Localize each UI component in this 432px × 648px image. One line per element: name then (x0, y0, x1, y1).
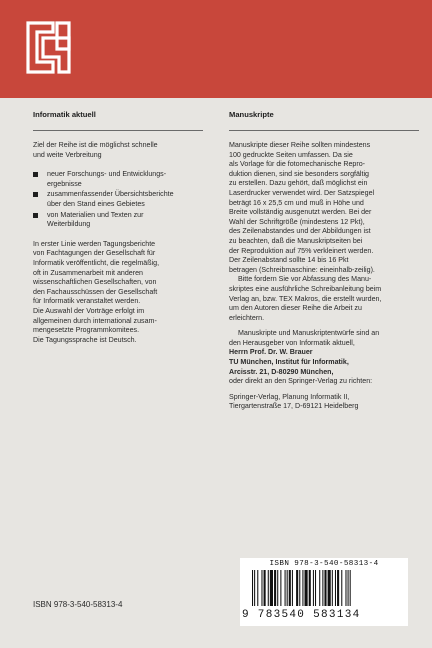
barcode-bar (287, 570, 288, 606)
barcode-isbn-label: ISBN 978-3-540-58313-4 (269, 560, 379, 568)
barcode-bar (345, 570, 346, 606)
barcode (240, 558, 408, 626)
barcode-bar (309, 570, 311, 606)
barcode-bar (305, 570, 308, 606)
cover-banner (0, 0, 432, 98)
barcode-bar (313, 570, 314, 606)
barcode-bar (289, 570, 291, 606)
square-bullet-icon (33, 213, 38, 218)
barcode-bar (264, 570, 266, 606)
barcode-bar (277, 570, 278, 606)
barcode-digits: 9 783540 583134 (242, 609, 361, 621)
barcode-bar (274, 570, 276, 606)
manuscript-guidelines: Bitte fordern Sie vor Abfassung des Manu- skriptes eine ausführliche Schreibanleitung beim Verlag an, bzw. TEX Makros, die erstellt wurden, um den Autoren dieser Reihe die Arbeit zu erleichtern. (229, 275, 382, 322)
publisher-logo-icon (23, 15, 73, 79)
right-column (229, 110, 419, 412)
square-bullet-icon (33, 192, 38, 197)
barcode-bar (268, 570, 269, 606)
barcode-bar (252, 570, 253, 606)
barcode-bar (292, 570, 293, 606)
manuscript-requirements: Manuskripte dieser Reihe sollten mindestens 100 gedruckte Seiten umfassen. Da sie als Vorlage für die fotomechanische Repro- duktion dienen, sind sie besonders sorgfältig zu erstellen. Dazu gehört, daß möglichst ein Laserdrucker verwendet wird. Der Satzspiegel beträgt 16 x 25,5 cm und muß in Höhe und Breite vollständig ausgenutzt werden. Bei der Wahl der Schriftgröße (mindestens 12 Pkt), des Zeilenabstandes und der Abbildungen ist zu beachten, daß die Manuskriptseiten bei der Reproduktion auf 75% verkleinert werden. Der Zeilenabstand sollte 14 bis 16 Pkt betragen (Schreibmaschine: eineinhalb-zeilig). (229, 141, 375, 274)
barcode-bar (296, 570, 298, 606)
square-bullet-icon (33, 172, 38, 177)
barcode-bars (250, 570, 400, 606)
isbn-text: ISBN 978-3-540-58313-4 (33, 600, 123, 609)
barcode-bar (350, 570, 351, 606)
divider (33, 130, 203, 131)
barcode-bar (315, 570, 316, 606)
barcode-bar (261, 570, 262, 606)
series-goals-list (33, 170, 203, 230)
barcode-bar (337, 570, 339, 606)
barcode-bar (254, 570, 255, 606)
left-column (33, 110, 203, 345)
publisher-address: Springer-Verlag, Planung Informatik II, Tiergartenstraße 17, D-69121 Heidelberg (229, 392, 359, 411)
barcode-bar (299, 570, 300, 606)
barcode-bar (302, 570, 303, 606)
barcode-bar (257, 570, 258, 606)
barcode-bar (324, 570, 326, 606)
divider (229, 130, 419, 131)
list-item: neuer Forschungs- und Entwicklungs- ergebnisse (33, 170, 203, 189)
series-intro: Ziel der Reihe ist die möglichst schnelle und weite Verbreitung (33, 141, 158, 159)
submission-alternative: oder direkt an den Springer-Verlag zu richten: (229, 377, 373, 386)
barcode-bar (341, 570, 342, 606)
barcode-bar (332, 570, 333, 606)
barcode-bar (335, 570, 336, 606)
barcode-bar (328, 570, 331, 606)
manuscripts-heading: Manuskripte (229, 110, 274, 119)
barcode-bar (285, 570, 286, 606)
series-description: In erster Linie werden Tagungsberichte von Fachtagungen der Gesellschaft für Informatik veröffentlicht, die regelmäßig, oft in Zusammenarbeit mit anderen wissenschaftlichen Gesellschaften, von den Fachausschüssen der Gesellschaft für Informatik veranstaltet werden. Die Auswahl der Vorträge erfolgt im allgemeinen durch international zusam- mengesetzte Programmkomitees. Die Tagungssprache ist Deutsch. (33, 239, 160, 344)
submission-info: Manuskripte und Manuskriptentwürfe sind an den Herausgeber von Informatik aktuell, (229, 329, 380, 347)
barcode-bar (270, 570, 273, 606)
barcode-bar (280, 570, 281, 606)
barcode-bar (319, 570, 320, 606)
series-heading: Informatik aktuell (33, 110, 96, 119)
editor-address: Herrn Prof. Dr. W. Brauer TU München, Institut für Informatik, Arcisstr. 21, D-80290 München, (229, 348, 349, 376)
barcode-bar (348, 570, 349, 606)
list-item: von Materialien und Texten zur Weiterbildung (33, 211, 203, 230)
list-item: zusammenfassender Übersichtsberichte über den Stand eines Gebietes (33, 190, 203, 209)
barcode-bar (322, 570, 323, 606)
